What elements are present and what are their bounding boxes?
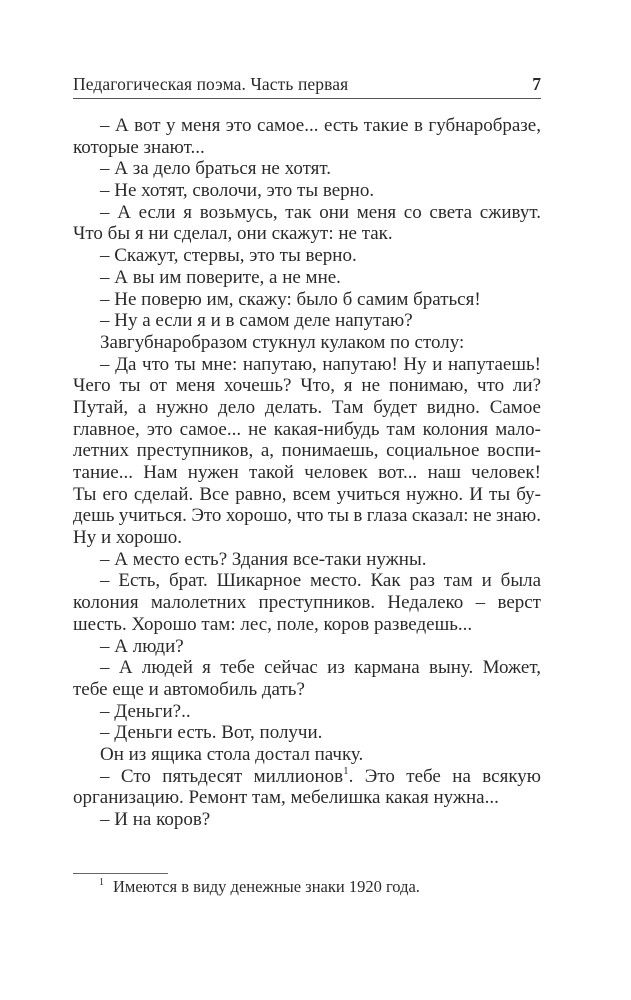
text-line-content: Завгубнаробразом стукнул кулаком по столу: bbox=[100, 331, 465, 353]
text-line bbox=[73, 289, 541, 311]
text-line-content: – А люди? bbox=[100, 635, 184, 657]
text-line bbox=[73, 245, 541, 267]
text-line bbox=[73, 375, 541, 397]
text-segment: . Это тебе на всякую bbox=[348, 765, 541, 787]
text-line bbox=[73, 549, 541, 571]
text-line-content: – Не хотят, сволочи, это ты верно. bbox=[100, 180, 375, 202]
text-line-content: Что бы я ни сделал, они скажут: не так. bbox=[73, 223, 393, 245]
text-line bbox=[73, 267, 541, 289]
text-line bbox=[73, 701, 541, 723]
text-line-content: – А вот у меня это самое... есть такие в губнаробразе, bbox=[100, 115, 541, 136]
text-line-content: организацию. Ремонт там, мебелишка какая нужна... bbox=[73, 787, 499, 809]
text-line-content: Чего ты от меня хочешь? Что, я не понимаю, что ли? bbox=[73, 375, 541, 397]
text-line bbox=[73, 419, 541, 441]
text-line-content: – Ну а если я и в самом деле напутаю? bbox=[100, 310, 413, 332]
text-line bbox=[73, 202, 541, 224]
text-line-content: – Да что ты мне: напутаю, напутаю! Ну и напутаешь! bbox=[100, 353, 541, 375]
text-line-content: – Скажут, стервы, это ты верно. bbox=[100, 245, 357, 267]
text-line-content: – А если я возьмусь, так они меня со света сживут. bbox=[100, 201, 541, 223]
text-line bbox=[73, 809, 541, 831]
text-line-content: Ты его сделай. Все равно, всем учиться нужно. И ты бу- bbox=[73, 483, 541, 505]
text-line bbox=[73, 397, 541, 419]
text-line bbox=[73, 462, 541, 484]
text-line-content: которые знают... bbox=[73, 136, 205, 158]
text-line-content: – Деньги?.. bbox=[100, 700, 191, 722]
text-line bbox=[73, 223, 541, 245]
text-line bbox=[73, 484, 541, 506]
page-body-text bbox=[73, 115, 541, 831]
text-line-content: – А людей я тебе сейчас из кармана выну. Может, bbox=[100, 657, 541, 679]
text-line bbox=[73, 115, 541, 137]
text-line bbox=[73, 766, 541, 788]
text-line bbox=[73, 722, 541, 744]
text-line-content: Он из ящика стола достал пачку. bbox=[100, 743, 364, 765]
text-line bbox=[73, 527, 541, 549]
text-line bbox=[73, 744, 541, 766]
page-number: 7 bbox=[532, 74, 541, 94]
running-header bbox=[73, 74, 541, 99]
footnote bbox=[99, 876, 420, 898]
text-line bbox=[73, 657, 541, 679]
text-line bbox=[73, 787, 541, 809]
text-line bbox=[73, 310, 541, 332]
text-line-content: – И на коров? bbox=[100, 809, 211, 830]
text-line-content: тебе еще и автомобиль дать? bbox=[73, 678, 305, 700]
text-line-content: дешь учиться. Это хорошо, что ты в глаза сказал: не знаю. bbox=[73, 505, 541, 527]
text-line bbox=[73, 180, 541, 202]
text-line-content: Ну и хорошо. bbox=[73, 527, 183, 549]
text-line-content: тание... Нам нужен такой человек вот... наш человек! bbox=[73, 462, 541, 483]
text-line-content: колония малолетних преступников. Недалеко – верст bbox=[73, 592, 541, 614]
text-line-content: – А место есть? Здания все-таки нужны. bbox=[100, 548, 427, 570]
text-line-content: – Не поверю им, скажу: было б самим браться! bbox=[100, 288, 481, 310]
text-line bbox=[73, 679, 541, 701]
text-line bbox=[73, 614, 541, 636]
text-line-content: – А за дело браться не хотят. bbox=[100, 158, 332, 180]
text-line-content: – А вы им поверите, а не мне. bbox=[100, 266, 341, 288]
text-line-content: Путай, а нужно дело делать. Там будет видно. Самое bbox=[73, 396, 541, 418]
text-line bbox=[73, 440, 541, 462]
text-line-content: летних преступников, а, понимаешь, социальное воспи- bbox=[73, 440, 541, 462]
running-title: Педагогическая поэма. Часть первая bbox=[73, 74, 349, 94]
text-line bbox=[73, 137, 541, 159]
text-line-content bbox=[100, 766, 541, 788]
text-line bbox=[73, 332, 541, 354]
text-line bbox=[73, 570, 541, 592]
footnote-text: Имеются в виду денежные знаки 1920 года. bbox=[113, 877, 420, 896]
text-line bbox=[73, 636, 541, 658]
text-line bbox=[73, 592, 541, 614]
text-line-content: шесть. Хорошо там: лес, поле, коров разведешь... bbox=[73, 613, 473, 635]
text-line-content: главное, это самое... не какая-нибудь там колония мало- bbox=[73, 418, 541, 440]
text-line bbox=[73, 354, 541, 376]
text-line bbox=[73, 158, 541, 180]
footnote-marker: 1 bbox=[99, 877, 104, 888]
text-segment: – Сто пятьдесят миллионов bbox=[100, 765, 344, 787]
text-line-content: – Деньги есть. Вот, получи. bbox=[100, 722, 323, 744]
footnote-reference[interactable]: 1 bbox=[343, 764, 349, 777]
footnote-divider bbox=[73, 873, 168, 874]
text-line bbox=[73, 505, 541, 527]
text-line-content: – Есть, брат. Шикарное место. Как раз там и была bbox=[100, 570, 541, 592]
